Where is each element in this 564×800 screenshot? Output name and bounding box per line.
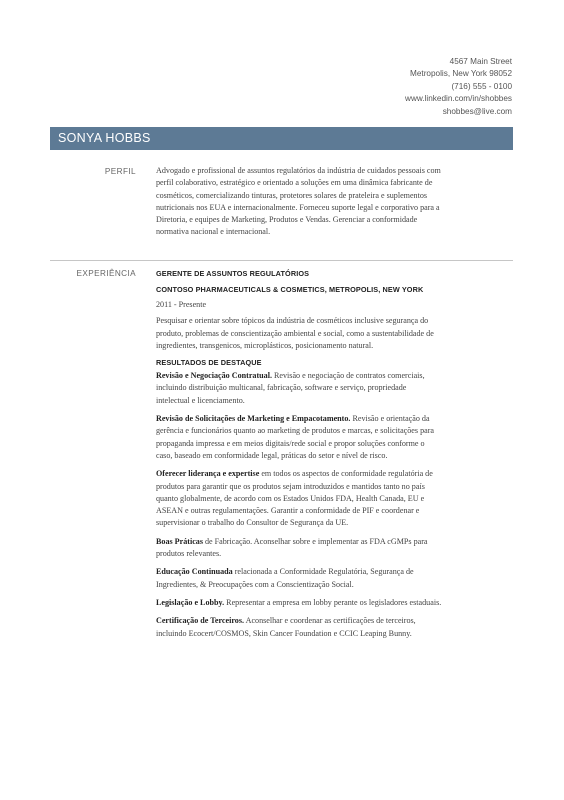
profile-text: Advogado e profissional de assuntos regulatórios da indústria de cuidados pessoais com perfil colaborativo, estratégico e orientado a soluções em uma dinâmica fabricante de cosméticos, comercializando tinturas, protetores solares de prateleira e suplementos nutricionais nos EUA e internacionalmente. Forneceu suporte legal e corporativo para a Diretoria, e equipes de Marketing, Produtos e Vendas. Gerenciar a conformidade normativa nacional e internacional. [156, 166, 441, 237]
highlight-item [156, 615, 442, 640]
job-summary: Pesquisar e orientar sobre tópicos da indústria de cosméticos inclusive segurança do produto, problemas de conscientização ambiental e social, como a sustentabilidade de ingredientes, transgenicos, microplásticos, posicionamento natural. [156, 316, 434, 350]
highlight-text: de Fabricação. Aconselhar sobre e implementar as FDA cGMPs para produtos relevantes. [156, 536, 428, 559]
experience-label: EXPERIÊNCIA [76, 269, 136, 278]
highlight-item [156, 413, 442, 462]
profile-label: PERFIL [104, 167, 136, 176]
highlight-text: Aconselhar e coordenar as certificações de terceiros, incluindo Ecocert/COSMOS, Skin Cancer Foundation e CCIC Leaping Bunny. [156, 616, 416, 638]
highlight-item [156, 468, 442, 529]
highlight-item [156, 370, 442, 407]
contact-email[interactable]: shobbes@live.com [442, 106, 512, 116]
highlight-title: Legislação e Lobby. [156, 597, 225, 607]
highlight-text: em todos os aspectos de conformidade regulatória de produtos para garantir que os produtos sejam introduzidos e mantidos tanto no país quanto globalmente, de acordo com os Estados Unidos FDA, Health Canada, EU e ASEAN e outras regulamentações. Garantir a conformidade de PIF e coordenar e supervisionar o trabalho do Consultor de Segurança da UE. [156, 469, 433, 528]
highlight-title: Oferecer liderança e expertise [156, 469, 260, 479]
contact-web[interactable]: www.linkedin.com/in/shobbes [405, 94, 512, 104]
job-dates: 2011 - Presente [156, 300, 207, 309]
candidate-name: SONYA HOBBS [58, 131, 151, 145]
highlight-title: Certificação de Terceiros. [156, 616, 245, 626]
job-title: GERENTE DE ASSUNTOS REGULATÓRIOS [156, 269, 310, 278]
contact-phone: (716) 555 - 0100 [451, 81, 512, 91]
highlight-item [156, 536, 442, 561]
contact-address: 4567 Main Street [449, 57, 512, 66]
highlight-text: Representar a empresa em lobby perante os legisladores estaduais. [224, 597, 442, 607]
company-name: CONTOSO PHARMACEUTICALS & COSMETICS, METROPOLIS, NEW YORK [156, 285, 424, 294]
highlight-title: Revisão de Solicitações de Marketing e Empacotamento. [156, 414, 351, 424]
name-banner [50, 127, 513, 150]
highlight-item [156, 566, 442, 591]
highlight-title: Boas Práticas [156, 536, 203, 546]
highlight-title: Revisão e Negociação Contratual. [156, 371, 272, 381]
experience-section [156, 268, 442, 640]
highlight-text: relacionada a Conformidade Regulatória, Segurança de Ingredientes, & Preocupações com a Conscientização Social. [156, 567, 414, 589]
highlight-text: Revisão e negociação de contratos comerciais, incluindo distribuição multicanal, fabricação, software e serviço, propriedade intelectual e licenciamento. [156, 371, 425, 405]
section-divider [50, 260, 513, 261]
highlights-heading: RESULTADOS DE DESTAQUE [156, 358, 262, 368]
highlight-title: Educação Continuada [156, 567, 233, 577]
highlight-text: Revisão e orientação da gerência e funcionários quanto ao marketing de produtos e marcas, e solicitações para propaganda impressa e em meios digitais/rede social e propor soluções conforme o caso, baseado em conformidade legal, práticas do setor e nível de risco. [156, 414, 434, 460]
highlight-item [156, 597, 442, 609]
contact-city: Metropolis, New York 98052 [410, 69, 512, 79]
contact-block [405, 56, 512, 118]
